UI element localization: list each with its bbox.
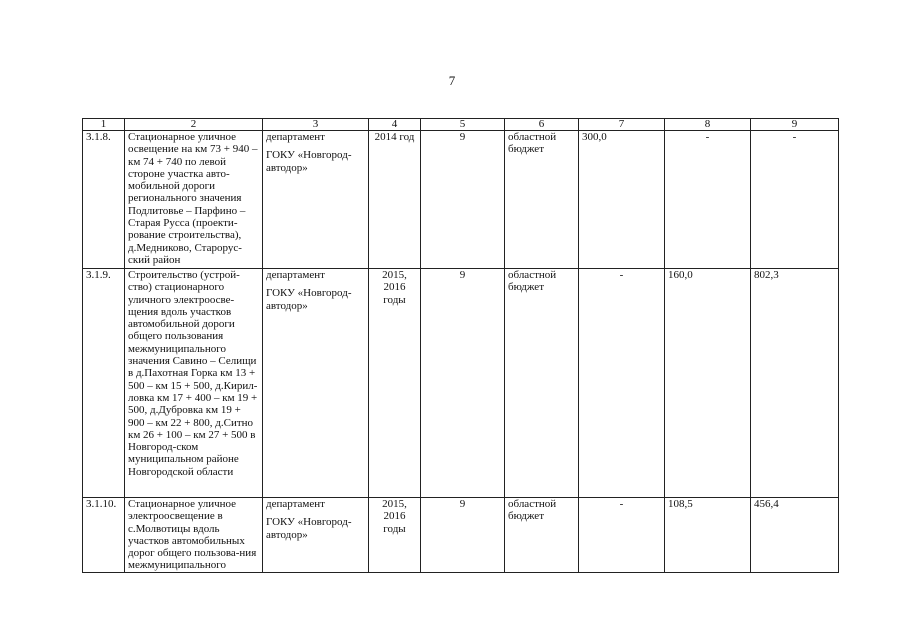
executor-department: департамент xyxy=(266,131,325,143)
header-cell: 2 xyxy=(125,119,263,131)
item-number: 3.1.8. xyxy=(83,131,125,269)
header-row xyxy=(83,119,839,131)
item-value-col9: 456,4 xyxy=(751,498,839,573)
item-funding-source: областной бюджет xyxy=(505,498,579,573)
executor-agency: ГОКУ «Новгород-автодор» xyxy=(266,287,352,312)
item-target-number: 9 xyxy=(421,498,505,573)
page-number: 7 xyxy=(448,73,456,88)
item-value-col7: 300,0 xyxy=(579,131,665,269)
item-value-col8: 108,5 xyxy=(665,498,751,573)
executor-agency: ГОКУ «Новгород-автодор» xyxy=(266,149,352,174)
item-value-col7: - xyxy=(579,269,665,498)
item-year: 2015, 2016 годы xyxy=(369,269,421,498)
item-executor xyxy=(263,269,369,498)
item-funding-source: областной бюджет xyxy=(505,131,579,269)
executor-agency: ГОКУ «Новгород-автодор» xyxy=(266,516,352,541)
header-cell: 8 xyxy=(665,119,751,131)
item-year: 2014 год xyxy=(369,131,421,269)
table-row xyxy=(83,269,839,498)
item-value-col8: - xyxy=(665,131,751,269)
item-description: Строительство (устрой-ство) стационарного уличного электроосве-щения вдоль участков автомобильной дороги общего пользования межмуниципального значения Савино – Селищи в д.Пахотная Горка км 13 + 500 – км 15 + 500, д.Кирил-ловка км 17 + 400 – км 19 + 500, д.Дубровка км 19 + 900 – км 22 + 800, д.Ситно км 26 + 100 – км 27 + 500 в Новгород-ском муниципальном районе Новгородской области xyxy=(125,269,263,498)
item-value-col9: - xyxy=(751,131,839,269)
item-value-col8: 160,0 xyxy=(665,269,751,498)
item-number: 3.1.9. xyxy=(83,269,125,498)
item-value-col7: - xyxy=(579,498,665,573)
header-cell: 4 xyxy=(369,119,421,131)
item-number: 3.1.10. xyxy=(83,498,125,573)
header-cell: 9 xyxy=(751,119,839,131)
table-row xyxy=(83,498,839,573)
executor-department: департамент xyxy=(266,498,325,510)
item-funding-source: областной бюджет xyxy=(505,269,579,498)
item-target-number: 9 xyxy=(421,269,505,498)
header-cell: 3 xyxy=(263,119,369,131)
header-cell: 6 xyxy=(505,119,579,131)
item-description: Стационарное уличное электроосвещение в с.Молвотицы вдоль участков автомобильных дорог общего пользова-ния межмуниципального xyxy=(125,498,263,573)
table-row xyxy=(83,131,839,269)
header-cell: 7 xyxy=(579,119,665,131)
item-year: 2015, 2016 годы xyxy=(369,498,421,573)
budget-table xyxy=(82,118,839,573)
item-value-col9: 802,3 xyxy=(751,269,839,498)
item-description: Стационарное уличное освещение на км 73 + 940 – км 74 + 740 по левой стороне участка авто-мобильной дороги регионального значения Подлитовье – Парфино – Старая Русса (проекти-рование строительства), д.Медниково, Старорус-ский район xyxy=(125,131,263,269)
item-executor xyxy=(263,498,369,573)
item-target-number: 9 xyxy=(421,131,505,269)
item-executor xyxy=(263,131,369,269)
executor-department: департамент xyxy=(266,269,325,281)
header-cell: 1 xyxy=(83,119,125,131)
header-cell: 5 xyxy=(421,119,505,131)
